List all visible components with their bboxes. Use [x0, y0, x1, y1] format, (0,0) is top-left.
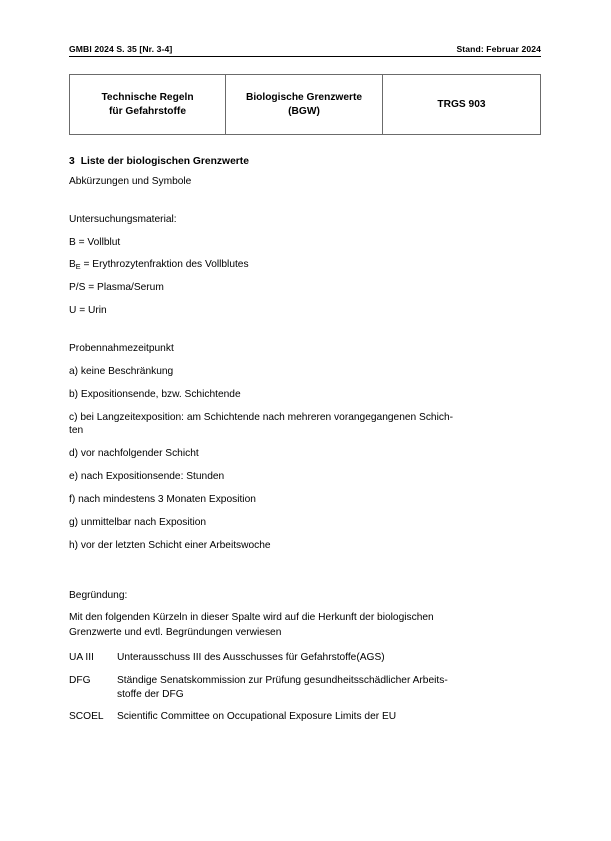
material-item-u-text: = Urin [76, 305, 107, 317]
sampling-item-g-text: unmittelbar nach Exposition [80, 516, 207, 528]
page-content [69, 44, 541, 725]
sampling-item-h-text: vor der letzten Schicht einer Arbeitswoche [80, 539, 271, 551]
running-header [69, 44, 541, 57]
sampling-item-d-text: vor nachfolgender Schicht [80, 448, 199, 460]
abbreviation-value-dfg-line2: stoffe der DFG [117, 688, 184, 700]
abbreviation-row-ua3 [69, 651, 541, 665]
material-heading: Untersuchungsmaterial: [69, 213, 177, 225]
sampling-item-c-continuation: ten [69, 425, 84, 437]
sampling-item-f [69, 493, 541, 507]
title-cell-1-line1: Technische Regeln [101, 91, 194, 103]
abbreviation-row-scoel [69, 710, 541, 724]
material-item-be-subscript: E [75, 262, 81, 272]
title-table [69, 74, 541, 135]
material-item-u-symbol: U [69, 305, 77, 317]
sampling-item-h [69, 539, 541, 553]
rationale-paragraph [69, 611, 541, 640]
header-date: Stand: Februar 2024 [456, 44, 541, 54]
abbreviation-value-dfg [117, 674, 541, 703]
material-item-b-text: = Vollblut [75, 236, 121, 248]
material-item-ps-text: = Plasma/Serum [85, 282, 164, 294]
sampling-item-e [69, 470, 541, 484]
title-cell-trgs-number [383, 75, 540, 134]
material-item-be [69, 258, 541, 272]
rationale-paragraph-line2: Grenzwerte und evtl. Begründungen verwiesen [69, 626, 282, 638]
abbreviation-key-scoel: SCOEL [69, 711, 104, 723]
material-item-b [69, 236, 541, 250]
abbreviation-value-scoel-line1: Scientific Committee on Occupational Exposure Limits der EU [117, 711, 397, 723]
sampling-item-e-text: nach Expositionsende: Stunden [80, 471, 225, 483]
material-item-ps-symbol: P/S [69, 282, 86, 294]
abbreviation-key-dfg: DFG [69, 674, 91, 686]
title-cell-1-line2: für Gefahrstoffe [109, 105, 186, 117]
rationale-paragraph-line1: Mit den folgenden Kürzeln in dieser Spalte wird auf die Herkunft der biologischen [69, 612, 434, 624]
section-heading [69, 156, 541, 167]
sampling-item-g [69, 516, 541, 530]
title-cell-3-line1: TRGS 903 [437, 98, 486, 110]
abbreviation-value-ua3 [117, 651, 541, 665]
sampling-item-h-label: h) [69, 539, 79, 551]
sampling-item-f-label: f) [69, 494, 76, 506]
sampling-item-f-text: nach mindestens 3 Monaten Exposition [78, 494, 256, 506]
title-cell-biological-limit-values [226, 75, 383, 134]
section-subtitle: Abkürzungen und Symbole [69, 176, 192, 187]
sampling-item-c-label: c) [69, 411, 78, 423]
section-number: 3 [69, 156, 75, 167]
abbreviation-value-scoel [117, 710, 541, 724]
title-cell-2-line1: Biologische Grenzwerte [245, 91, 363, 103]
sampling-item-b-text: Expositionsende, bzw. Schichtende [80, 388, 241, 400]
title-cell-technical-rules [70, 75, 226, 134]
abbreviation-list [69, 651, 541, 724]
section-title: Liste der biologischen Grenzwerte [80, 156, 249, 167]
material-item-ps [69, 281, 541, 295]
sampling-item-d-label: d) [69, 448, 79, 460]
material-item-u [69, 304, 541, 318]
material-item-be-symbol: B [69, 259, 76, 271]
sampling-item-c-text: bei Langzeitexposition: am Schichtende nach mehreren vorangegangenen Schich- [80, 411, 453, 423]
material-item-b-symbol: B [69, 236, 76, 248]
sampling-item-b [69, 388, 541, 402]
sampling-item-g-label: g) [69, 516, 79, 528]
title-cell-2-line2: (BGW) [288, 105, 320, 117]
abbreviation-value-ua3-line1: Unterausschuss III des Ausschusses für Gefahrstoffe(AGS) [117, 652, 385, 664]
sampling-item-d [69, 447, 541, 461]
material-item-be-text: = Erythrozytenfraktion des Vollblutes [80, 259, 249, 271]
sampling-item-a-label: a) [69, 365, 79, 377]
abbreviation-key-ua3: UA III [69, 652, 94, 664]
abbreviation-value-dfg-line1: Ständige Senatskommission zur Prüfung gesundheitsschädlicher Arbeits- [117, 674, 448, 686]
rationale-heading: Begründung: [69, 589, 128, 601]
sampling-item-a [69, 365, 541, 379]
sampling-item-a-text: keine Beschränkung [80, 365, 174, 377]
sampling-item-b-label: b) [69, 388, 79, 400]
abbreviation-row-dfg [69, 674, 541, 703]
sampling-heading: Probennahmezeitpunkt [69, 343, 174, 355]
sampling-item-c [69, 411, 541, 439]
sampling-item-e-label: e) [69, 471, 79, 483]
header-reference: GMBl 2024 S. 35 [Nr. 3-4] [69, 44, 173, 54]
